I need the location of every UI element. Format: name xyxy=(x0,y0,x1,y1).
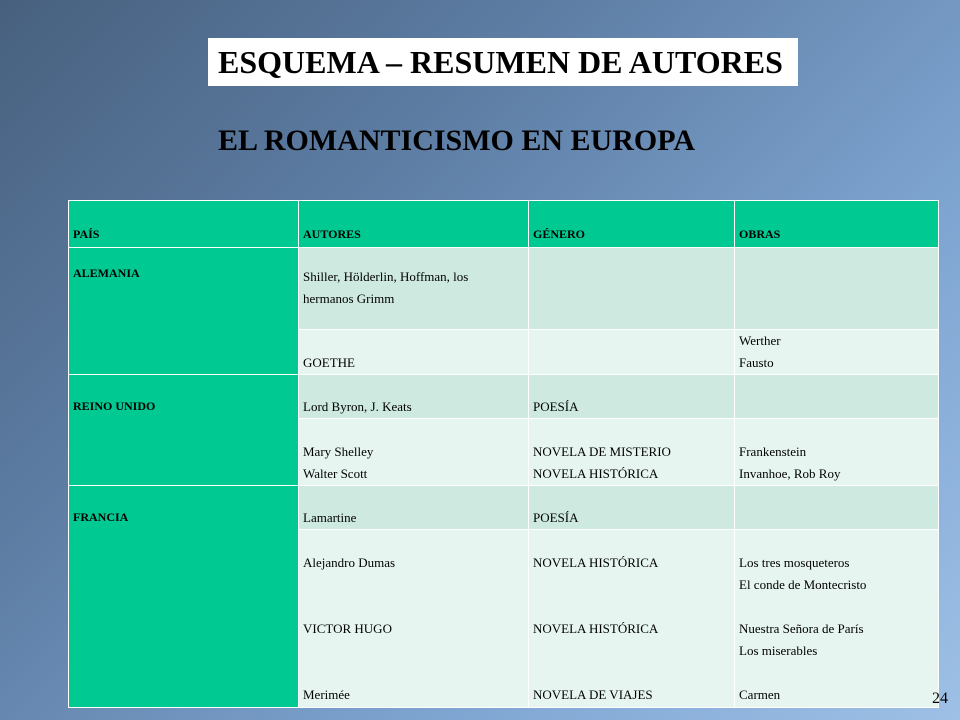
author-line: Mary Shelley xyxy=(303,444,374,459)
header-works: OBRAS xyxy=(735,201,939,248)
genre-cell xyxy=(529,530,735,708)
works-cell xyxy=(735,248,939,330)
country-cell: ALEMANIA xyxy=(69,248,299,375)
work-line: Werther xyxy=(739,333,781,348)
work-line: Los miserables xyxy=(739,643,818,658)
genre-line: NOVELA DE VIAJES xyxy=(533,687,653,702)
work-line: El conde de Montecristo xyxy=(739,577,867,592)
header-country: PAÍS xyxy=(69,201,299,248)
genre-cell: POESÍA xyxy=(529,375,735,419)
slide-subtitle: EL ROMANTICISMO EN EUROPA xyxy=(218,124,695,157)
authors-cell: GOETHE xyxy=(299,330,529,375)
header-authors: AUTORES xyxy=(299,201,529,248)
genre-line: NOVELA HISTÓRICA xyxy=(533,466,659,481)
authors-cell xyxy=(299,530,529,708)
author-line: VICTOR HUGO xyxy=(303,621,392,636)
author-line: Merimée xyxy=(303,687,350,702)
author-line: Walter Scott xyxy=(303,466,368,481)
work-line: Fausto xyxy=(739,355,774,370)
country-cell: FRANCIA xyxy=(69,486,299,708)
author-line: hermanos Grimm xyxy=(303,291,395,306)
genre-cell: POESÍA xyxy=(529,486,735,530)
genre-cell xyxy=(529,419,735,486)
genre-cell xyxy=(529,248,735,330)
works-cell xyxy=(735,375,939,419)
author-line: Alejandro Dumas xyxy=(303,555,396,570)
work-line: Frankenstein xyxy=(739,444,807,459)
page-number: 24 xyxy=(932,690,948,707)
work-line: Nuestra Señora de París xyxy=(739,621,864,636)
work-line: Carmen xyxy=(739,687,781,702)
works-cell xyxy=(735,419,939,486)
work-line: Los tres mosqueteros xyxy=(739,555,850,570)
author-line: Shiller, Hölderlin, Hoffman, los xyxy=(303,269,469,284)
header-genre: GÉNERO xyxy=(529,201,735,248)
authors-cell: Lamartine xyxy=(299,486,529,530)
genre-line: NOVELA DE MISTERIO xyxy=(533,444,671,459)
works-cell xyxy=(735,530,939,708)
genre-line: NOVELA HISTÓRICA xyxy=(533,555,659,570)
authors-cell: Lord Byron, J. Keats xyxy=(299,375,529,419)
works-cell xyxy=(735,330,939,375)
works-cell xyxy=(735,486,939,530)
table-row xyxy=(69,375,939,419)
authors-cell xyxy=(299,248,529,330)
genre-line: NOVELA HISTÓRICA xyxy=(533,621,659,636)
country-cell: REINO UNIDO xyxy=(69,375,299,486)
table-header-row xyxy=(69,201,939,248)
table-row xyxy=(69,248,939,330)
authors-table xyxy=(68,200,939,708)
work-line: Invanhoe, Rob Roy xyxy=(739,466,841,481)
genre-cell xyxy=(529,330,735,375)
authors-cell xyxy=(299,419,529,486)
table-row xyxy=(69,486,939,530)
slide-title: ESQUEMA – RESUMEN DE AUTORES xyxy=(218,44,783,80)
title-box xyxy=(208,38,798,86)
